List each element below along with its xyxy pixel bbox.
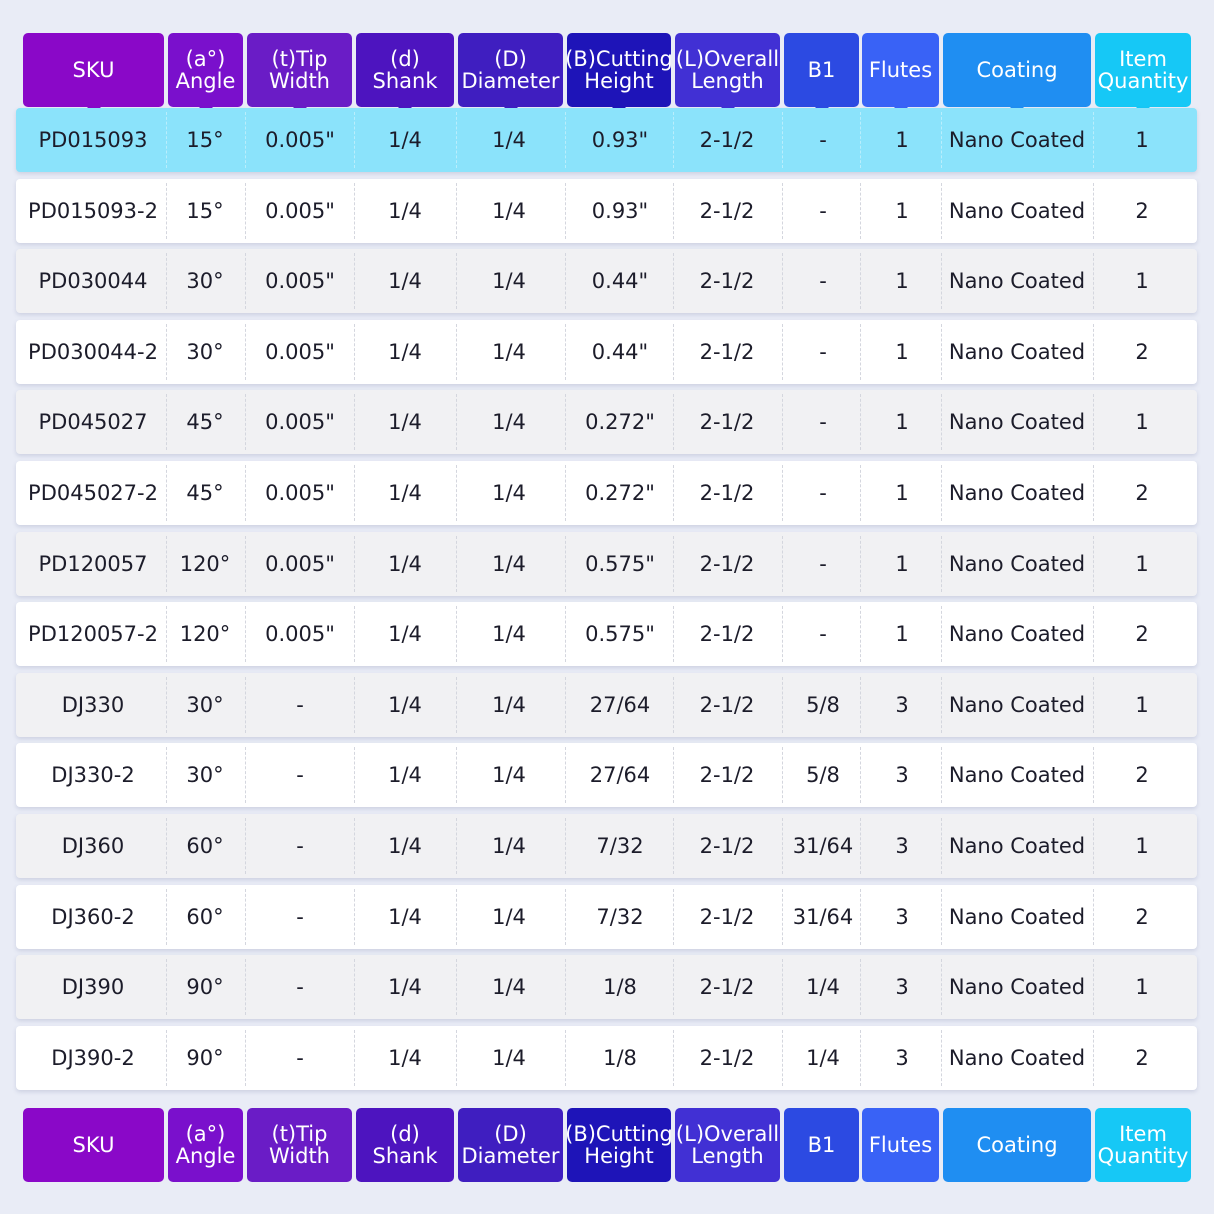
- cell-diameter: 1/4: [492, 269, 526, 293]
- cell-item-quantity: 2: [1135, 340, 1149, 364]
- cell-overall-length: 2-1/2: [699, 481, 755, 505]
- cell-cutting-height: 0.575": [585, 622, 655, 646]
- cell-sku: DJ390: [61, 975, 125, 999]
- cell-coating: Nano Coated: [948, 905, 1086, 929]
- column-footer-diameter: (D) Diameter: [458, 1108, 563, 1182]
- cell-angle: 60°: [186, 834, 224, 858]
- cell-tip-width: 0.005": [265, 410, 335, 434]
- cell-flutes: 3: [895, 763, 909, 787]
- column-header-sku: SKU: [23, 33, 164, 107]
- cell-overall-length: 2-1/2: [699, 975, 755, 999]
- table-header-top: [0, 33, 1214, 107]
- cell-overall-length: 2-1/2: [699, 905, 755, 929]
- cell-diameter: 1/4: [492, 622, 526, 646]
- cell-shank: 1/4: [388, 975, 422, 999]
- cell-angle: 30°: [186, 269, 224, 293]
- cell-tip-width: 0.005": [265, 269, 335, 293]
- cell-coating: Nano Coated: [948, 1046, 1086, 1070]
- cell-shank: 1/4: [388, 834, 422, 858]
- cell-item-quantity: 1: [1135, 410, 1149, 434]
- cell-diameter: 1/4: [492, 693, 526, 717]
- cell-flutes: 1: [895, 269, 909, 293]
- column-header-cutting-height: (B)Cutting Height: [567, 33, 671, 107]
- cell-coating: Nano Coated: [948, 975, 1086, 999]
- cell-flutes: 3: [895, 1046, 909, 1070]
- table-row: [16, 673, 1197, 737]
- cell-coating: Nano Coated: [948, 340, 1086, 364]
- cell-sku: DJ330: [61, 693, 125, 717]
- cell-sku: PD045027: [38, 410, 148, 434]
- table-row: [16, 390, 1197, 454]
- cell-b1: 5/8: [806, 763, 840, 787]
- cell-overall-length: 2-1/2: [699, 410, 755, 434]
- column-header-tip-width: (t)Tip Width: [247, 33, 352, 107]
- table-row: [16, 1026, 1197, 1090]
- cell-flutes: 1: [895, 199, 909, 223]
- cell-b1: -: [819, 269, 827, 293]
- cell-item-quantity: 2: [1135, 1046, 1149, 1070]
- cell-cutting-height: 0.44": [591, 269, 649, 293]
- cell-flutes: 3: [895, 905, 909, 929]
- cell-diameter: 1/4: [492, 340, 526, 364]
- cell-angle: 30°: [186, 340, 224, 364]
- cell-flutes: 1: [895, 622, 909, 646]
- table-row: [16, 532, 1197, 596]
- column-footer-b1: B1: [784, 1108, 859, 1182]
- cell-diameter: 1/4: [492, 905, 526, 929]
- column-footer-flutes: Flutes: [862, 1108, 939, 1182]
- cell-flutes: 3: [895, 975, 909, 999]
- cell-diameter: 1/4: [492, 128, 526, 152]
- cell-cutting-height: 0.575": [585, 552, 655, 576]
- table-row: [16, 814, 1197, 878]
- cell-tip-width: -: [296, 905, 304, 929]
- cell-tip-width: -: [296, 975, 304, 999]
- column-header-diameter: (D) Diameter: [458, 33, 563, 107]
- cell-shank: 1/4: [388, 552, 422, 576]
- cell-cutting-height: 0.272": [585, 410, 655, 434]
- column-footer-sku: SKU: [23, 1108, 164, 1182]
- cell-cutting-height: 0.93": [591, 199, 649, 223]
- cell-tip-width: 0.005": [265, 622, 335, 646]
- cell-b1: 5/8: [806, 693, 840, 717]
- cell-coating: Nano Coated: [948, 410, 1086, 434]
- column-footer-tip-width: (t)Tip Width: [247, 1108, 352, 1182]
- column-header-overall-length: (L)Overall Length: [675, 33, 780, 107]
- cell-item-quantity: 2: [1135, 481, 1149, 505]
- table-row: [16, 602, 1197, 666]
- cell-item-quantity: 1: [1135, 693, 1149, 717]
- cell-cutting-height: 1/8: [603, 975, 637, 999]
- cell-coating: Nano Coated: [948, 834, 1086, 858]
- cell-shank: 1/4: [388, 481, 422, 505]
- column-header-flutes: Flutes: [862, 33, 939, 107]
- cell-overall-length: 2-1/2: [699, 622, 755, 646]
- table-row: [16, 249, 1197, 313]
- cell-coating: Nano Coated: [948, 763, 1086, 787]
- cell-tip-width: 0.005": [265, 128, 335, 152]
- cell-diameter: 1/4: [492, 763, 526, 787]
- cell-diameter: 1/4: [492, 834, 526, 858]
- cell-sku: PD030044: [38, 269, 148, 293]
- cell-b1: 1/4: [806, 975, 840, 999]
- cell-coating: Nano Coated: [948, 269, 1086, 293]
- table-row: [16, 320, 1197, 384]
- cell-tip-width: 0.005": [265, 340, 335, 364]
- cell-b1: -: [819, 128, 827, 152]
- cell-flutes: 3: [895, 834, 909, 858]
- cell-flutes: 1: [895, 552, 909, 576]
- cell-shank: 1/4: [388, 1046, 422, 1070]
- cell-b1: 31/64: [792, 834, 854, 858]
- cell-sku: DJ360-2: [51, 905, 135, 929]
- cell-coating: Nano Coated: [948, 622, 1086, 646]
- cell-overall-length: 2-1/2: [699, 552, 755, 576]
- cell-item-quantity: 2: [1135, 905, 1149, 929]
- cell-cutting-height: 0.44": [591, 340, 649, 364]
- cell-angle: 30°: [186, 693, 224, 717]
- cell-b1: -: [819, 552, 827, 576]
- column-footer-angle: (a°) Angle: [168, 1108, 243, 1182]
- cell-item-quantity: 1: [1135, 269, 1149, 293]
- cell-shank: 1/4: [388, 410, 422, 434]
- cell-tip-width: 0.005": [265, 481, 335, 505]
- cell-overall-length: 2-1/2: [699, 128, 755, 152]
- cell-angle: 15°: [186, 199, 224, 223]
- cell-cutting-height: 27/64: [589, 693, 651, 717]
- cell-sku: PD015093: [38, 128, 148, 152]
- cell-item-quantity: 1: [1135, 834, 1149, 858]
- cell-overall-length: 2-1/2: [699, 834, 755, 858]
- cell-shank: 1/4: [388, 340, 422, 364]
- cell-item-quantity: 2: [1135, 763, 1149, 787]
- cell-coating: Nano Coated: [948, 199, 1086, 223]
- cell-cutting-height: 0.93": [591, 128, 649, 152]
- cell-shank: 1/4: [388, 128, 422, 152]
- cell-sku: DJ390-2: [51, 1046, 135, 1070]
- column-header-item-quantity: Item Quantity: [1095, 33, 1191, 107]
- cell-tip-width: -: [296, 693, 304, 717]
- cell-item-quantity: 1: [1135, 128, 1149, 152]
- cell-tip-width: -: [296, 1046, 304, 1070]
- cell-b1: -: [819, 340, 827, 364]
- cell-cutting-height: 7/32: [596, 834, 644, 858]
- table-header-bottom: [0, 1108, 1214, 1182]
- cell-tip-width: -: [296, 763, 304, 787]
- cell-shank: 1/4: [388, 905, 422, 929]
- column-header-angle: (a°) Angle: [168, 33, 243, 107]
- cell-overall-length: 2-1/2: [699, 693, 755, 717]
- cell-item-quantity: 2: [1135, 622, 1149, 646]
- cell-shank: 1/4: [388, 763, 422, 787]
- cell-angle: 60°: [186, 905, 224, 929]
- cell-diameter: 1/4: [492, 975, 526, 999]
- cell-sku: PD030044-2: [28, 340, 158, 364]
- cell-flutes: 1: [895, 410, 909, 434]
- cell-cutting-height: 27/64: [589, 763, 651, 787]
- cell-angle: 15°: [186, 128, 224, 152]
- column-footer-item-quantity: Item Quantity: [1095, 1108, 1191, 1182]
- cell-angle: 120°: [179, 622, 231, 646]
- cell-sku: PD045027-2: [28, 481, 158, 505]
- cell-item-quantity: 2: [1135, 199, 1149, 223]
- column-footer-overall-length: (L)Overall Length: [675, 1108, 780, 1182]
- cell-sku: PD120057: [38, 552, 148, 576]
- table-row: [16, 461, 1197, 525]
- cell-cutting-height: 0.272": [585, 481, 655, 505]
- cell-b1: 31/64: [792, 905, 854, 929]
- cell-diameter: 1/4: [492, 552, 526, 576]
- cell-overall-length: 2-1/2: [699, 763, 755, 787]
- cell-shank: 1/4: [388, 199, 422, 223]
- table-row: [16, 179, 1197, 243]
- column-footer-shank: (d) Shank: [356, 1108, 454, 1182]
- cell-angle: 30°: [186, 763, 224, 787]
- cell-angle: 120°: [179, 552, 231, 576]
- column-header-coating: Coating: [943, 33, 1091, 107]
- column-footer-coating: Coating: [943, 1108, 1091, 1182]
- cell-shank: 1/4: [388, 622, 422, 646]
- cell-b1: -: [819, 481, 827, 505]
- column-header-b1: B1: [784, 33, 859, 107]
- cell-diameter: 1/4: [492, 410, 526, 434]
- cell-diameter: 1/4: [492, 199, 526, 223]
- table-row: [16, 885, 1197, 949]
- cell-angle: 45°: [186, 410, 224, 434]
- cell-angle: 90°: [186, 1046, 224, 1070]
- cell-overall-length: 2-1/2: [699, 1046, 755, 1070]
- table-row: [16, 955, 1197, 1019]
- cell-overall-length: 2-1/2: [699, 340, 755, 364]
- cell-sku: DJ330-2: [51, 763, 135, 787]
- cell-tip-width: -: [296, 834, 304, 858]
- cell-cutting-height: 1/8: [603, 1046, 637, 1070]
- cell-b1: -: [819, 410, 827, 434]
- cell-cutting-height: 7/32: [596, 905, 644, 929]
- table-row: [16, 108, 1197, 172]
- cell-coating: Nano Coated: [948, 693, 1086, 717]
- cell-flutes: 1: [895, 128, 909, 152]
- column-header-shank: (d) Shank: [356, 33, 454, 107]
- cell-sku: PD015093-2: [28, 199, 158, 223]
- cell-flutes: 1: [895, 340, 909, 364]
- cell-b1: 1/4: [806, 1046, 840, 1070]
- cell-b1: -: [819, 622, 827, 646]
- cell-tip-width: 0.005": [265, 199, 335, 223]
- cell-overall-length: 2-1/2: [699, 199, 755, 223]
- cell-sku: PD120057-2: [28, 622, 158, 646]
- table-row: [16, 743, 1197, 807]
- cell-diameter: 1/4: [492, 1046, 526, 1070]
- cell-angle: 90°: [186, 975, 224, 999]
- column-footer-cutting-height: (B)Cutting Height: [567, 1108, 671, 1182]
- cell-b1: -: [819, 199, 827, 223]
- cell-shank: 1/4: [388, 693, 422, 717]
- cell-flutes: 3: [895, 693, 909, 717]
- cell-angle: 45°: [186, 481, 224, 505]
- cell-coating: Nano Coated: [948, 552, 1086, 576]
- cell-overall-length: 2-1/2: [699, 269, 755, 293]
- cell-item-quantity: 1: [1135, 552, 1149, 576]
- cell-sku: DJ360: [61, 834, 125, 858]
- cell-shank: 1/4: [388, 269, 422, 293]
- cell-flutes: 1: [895, 481, 909, 505]
- cell-item-quantity: 1: [1135, 975, 1149, 999]
- cell-coating: Nano Coated: [948, 481, 1086, 505]
- cell-tip-width: 0.005": [265, 552, 335, 576]
- cell-diameter: 1/4: [492, 481, 526, 505]
- cell-coating: Nano Coated: [948, 128, 1086, 152]
